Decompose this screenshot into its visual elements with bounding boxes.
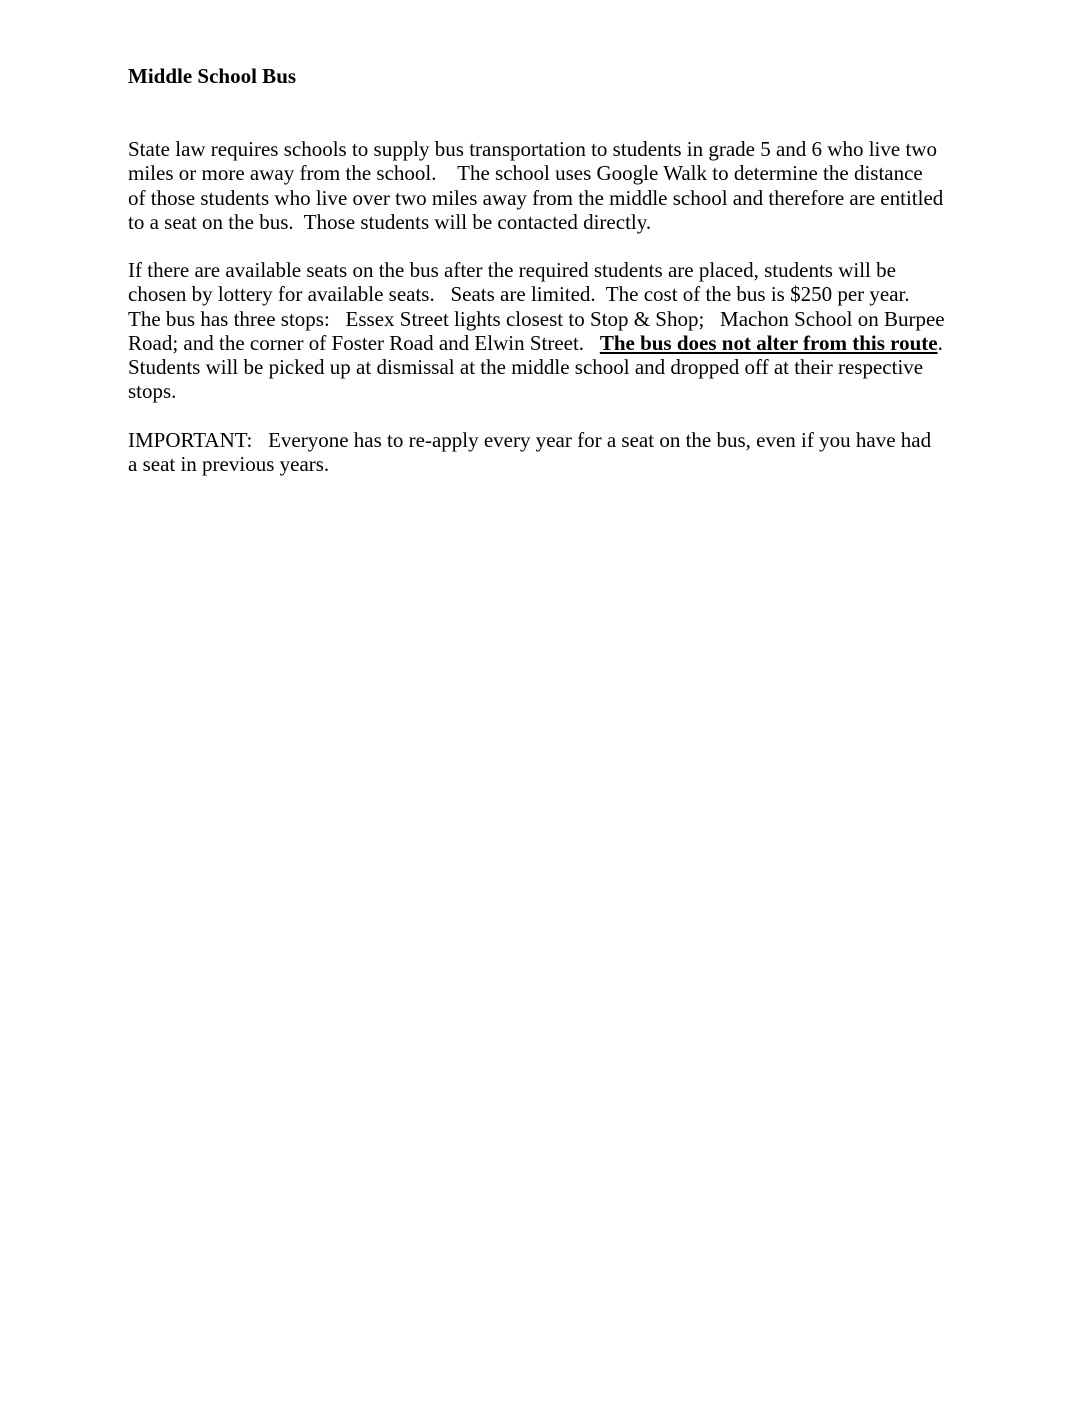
document-title: Middle School Bus (128, 64, 297, 88)
paragraph-line: IMPORTANT: Everyone has to re-apply every year for a seat on the bus, even if you have had (128, 427, 932, 452)
paragraph-line: a seat in previous years. (128, 451, 330, 476)
paragraph-line: The bus has three stops: Essex Street lights closest to Stop & Shop; Machon School on Burpee (128, 306, 945, 331)
paragraph-line: If there are available seats on the bus after the required students are placed, students will be (128, 258, 896, 283)
route-emphasis: The bus does not alter from this route (599, 330, 938, 355)
important-notice-paragraph (128, 428, 968, 476)
paragraph-spacer (128, 234, 968, 258)
paragraph-line: to a seat on the bus. Those students will be contacted directly. (128, 209, 652, 234)
paragraph-line: State law requires schools to supply bus transportation to students in grade 5 and 6 who live two (128, 137, 937, 162)
paragraph-line: chosen by lottery for available seats. Seats are limited. The cost of the bus is $250 per year. (128, 282, 910, 307)
transportation-law-paragraph (128, 137, 968, 234)
lottery-and-stops-paragraph (128, 258, 968, 403)
paragraph-line (128, 331, 968, 355)
route-line-prefix: Road; and the corner of Foster Road and Elwin Street. (128, 330, 585, 355)
paragraph-line: of those students who live over two miles away from the middle school and therefore are entitled (128, 185, 944, 210)
paragraph-spacer (128, 403, 968, 427)
paragraph-line: Students will be picked up at dismissal at the middle school and dropped off at their respective (128, 355, 924, 380)
route-line-suffix: . (937, 330, 943, 355)
inline-spacing (584, 331, 600, 355)
paragraph-line: stops. (128, 379, 177, 404)
paragraph-line: miles or more away from the school. The school uses Google Walk to determine the distance (128, 161, 923, 186)
document-body (128, 64, 968, 476)
